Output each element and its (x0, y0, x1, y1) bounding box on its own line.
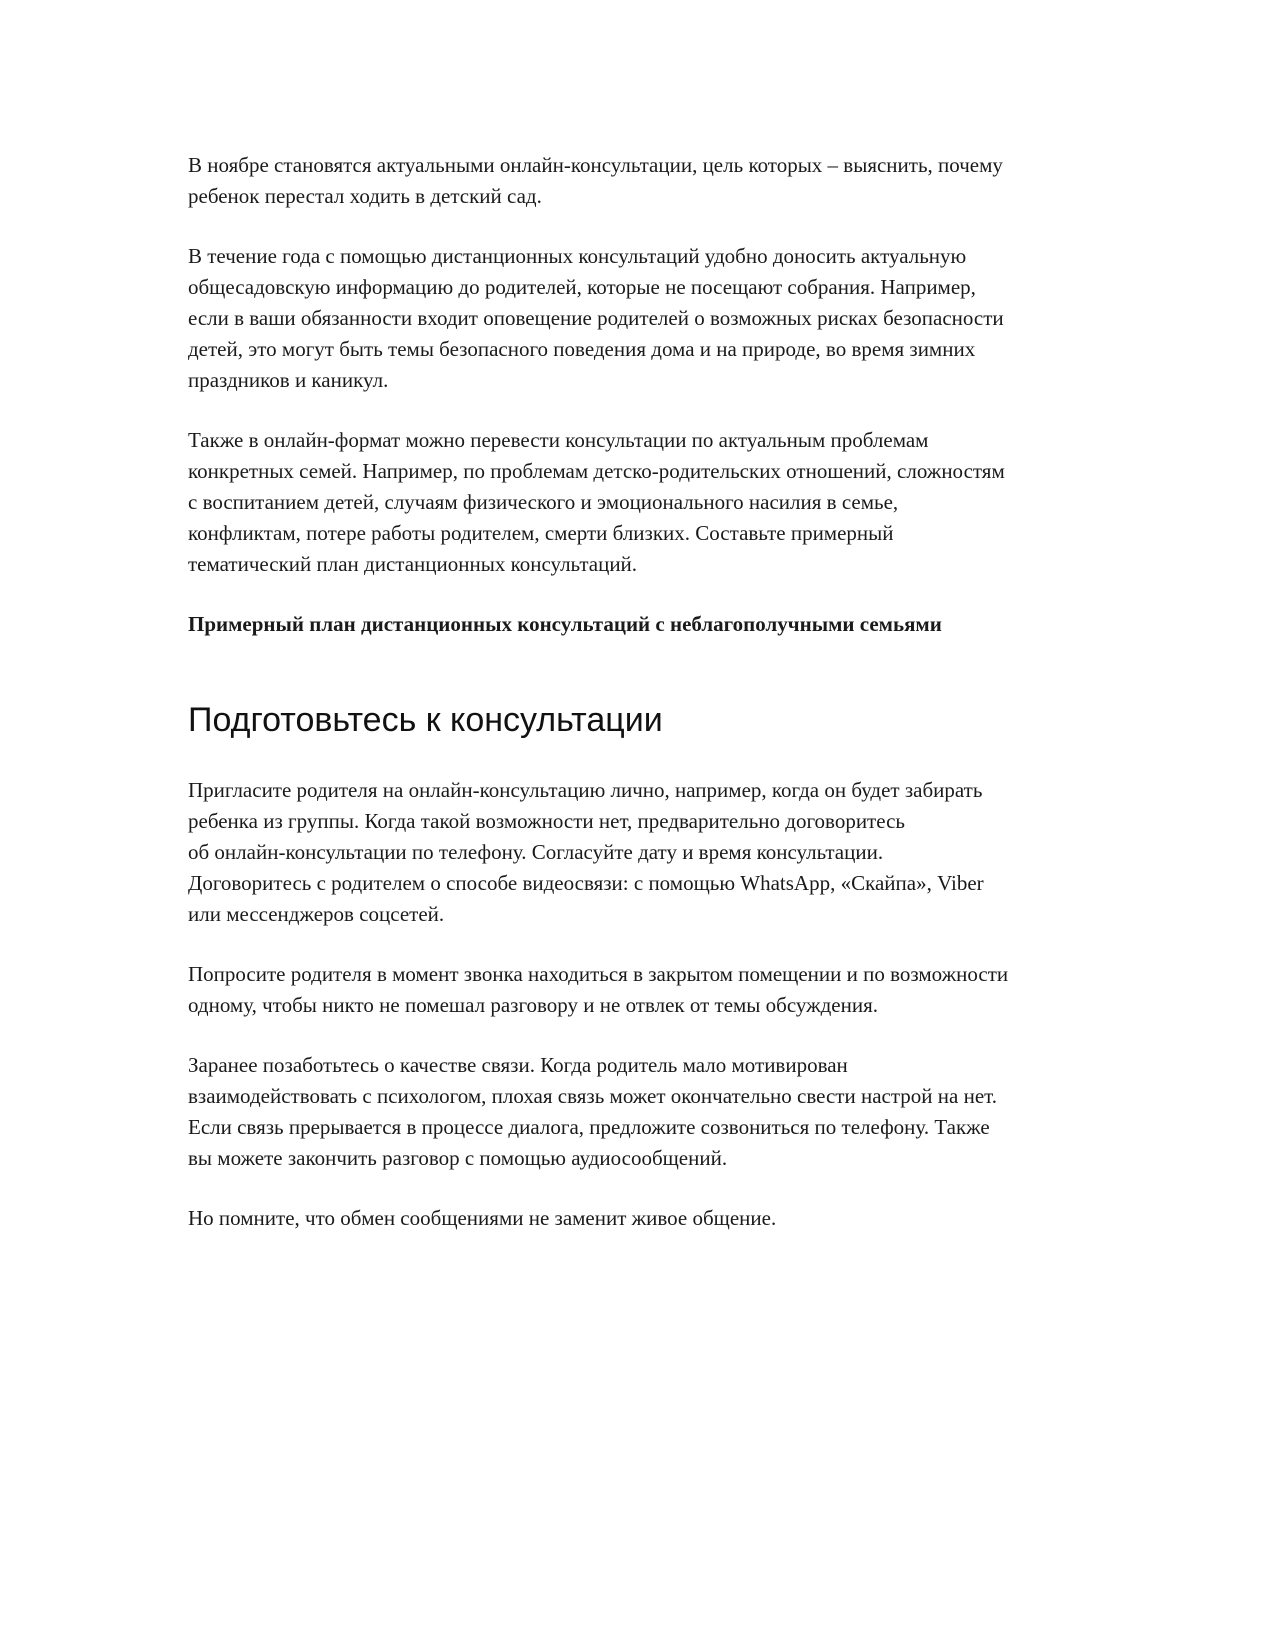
paragraph-line: тематический план дистанционных консультаций. (188, 552, 638, 576)
paragraph-line: одному, чтобы никто не помешал разговору и не отвлек от темы обсуждения. (188, 993, 879, 1017)
section-heading: Подготовьтесь к консультации (188, 701, 663, 739)
paragraph-line: В течение года с помощью дистанционных консультаций удобно доносить актуальную (188, 244, 967, 268)
paragraph-line: Заранее позаботьтесь о качестве связи. Когда родитель мало мотивирован (188, 1053, 848, 1077)
paragraph-line: взаимодействовать с психологом, плохая связь может окончательно свести настрой на нет. (188, 1084, 997, 1108)
paragraph-line: или мессенджеров соцсетей. (188, 902, 445, 926)
paragraph-line: детей, это могут быть темы безопасного поведения дома и на природе, во время зимних (188, 337, 976, 361)
paragraph-line: вы можете закончить разговор с помощью аудиосообщений. (188, 1146, 728, 1170)
paragraph-line: Договоритесь с родителем о способе видеосвязи: с помощью WhatsApp, «Скайпа», Viber (188, 871, 984, 895)
paragraph-line: ребенка из группы. Когда такой возможности нет, предварительно договоритесь (188, 809, 905, 833)
intro-paragraph-2 (188, 241, 1088, 396)
paragraph-line: Но помните, что обмен сообщениями не заменит живое общение. (188, 1206, 777, 1230)
section-paragraph-2 (188, 959, 1088, 1021)
paragraph-line: общесадовскую информацию до родителей, которые не посещают собрания. Например, (188, 275, 976, 299)
intro-paragraph-1 (188, 150, 1088, 212)
intro-paragraph-3 (188, 425, 1088, 580)
paragraph-line: конфликтам, потере работы родителем, смерти близких. Составьте примерный (188, 521, 894, 545)
paragraph-line: Пригласите родителя на онлайн-консультацию лично, например, когда он будет забирать (188, 778, 983, 802)
section-paragraph-3 (188, 1050, 1088, 1174)
paragraph-line: В ноябре становятся актуальными онлайн-консультации, цель которых – выяснить, почему (188, 153, 1003, 177)
paragraph-line: с воспитанием детей, случаям физического и эмоционального насилия в семье, (188, 490, 899, 514)
paragraph-line: Если связь прерывается в процессе диалога, предложите созвониться по телефону. Также (188, 1115, 990, 1139)
paragraph-line: конкретных семей. Например, по проблемам детско-родительских отношений, сложностям (188, 459, 1005, 483)
paragraph-line: Попросите родителя в момент звонка находиться в закрытом помещении и по возможности (188, 962, 1009, 986)
plan-title: Примерный план дистанционных консультаций с неблагополучными семьями (188, 612, 942, 636)
page-content (188, 150, 1088, 1263)
section-paragraph-4 (188, 1203, 1088, 1234)
paragraph-line: ребенок перестал ходить в детский сад. (188, 184, 542, 208)
section-paragraph-1 (188, 775, 1088, 930)
paragraph-line: Также в онлайн-формат можно перевести консультации по актуальным проблемам (188, 428, 929, 452)
paragraph-line: праздников и каникул. (188, 368, 389, 392)
paragraph-line: если в ваши обязанности входит оповещение родителей о возможных рисках безопасности (188, 306, 1004, 330)
paragraph-line: об онлайн-консультации по телефону. Согласуйте дату и время консультации. (188, 840, 884, 864)
